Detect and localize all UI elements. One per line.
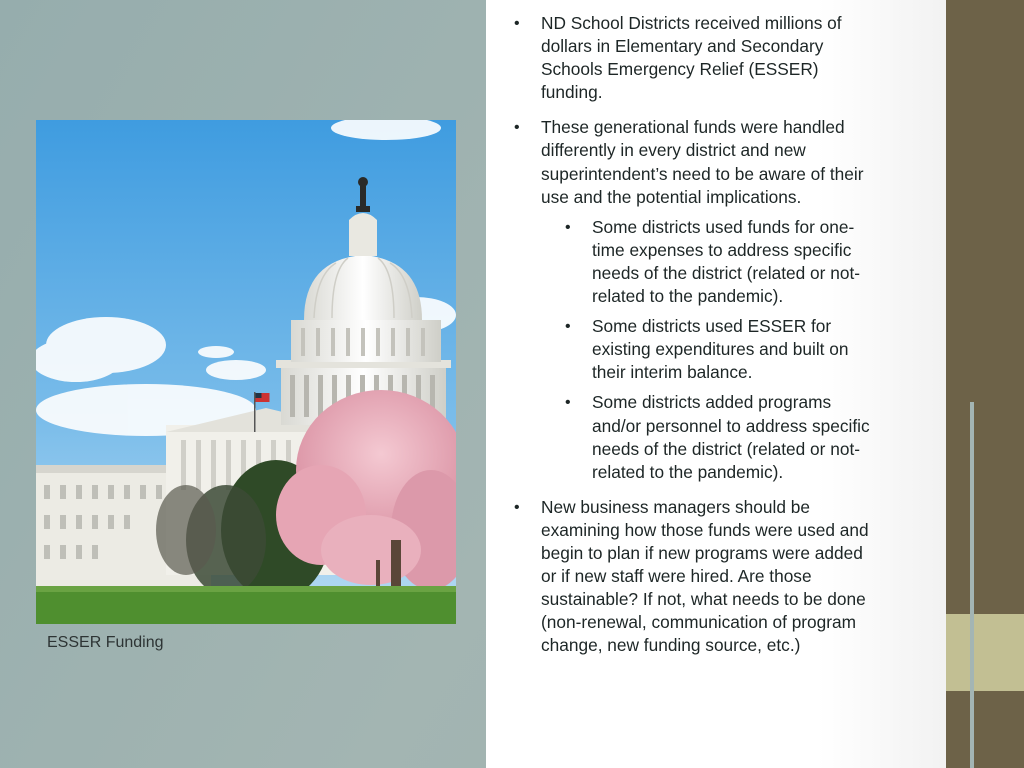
capitol-illustration xyxy=(36,120,456,624)
sub-bullet-text: Some districts used ESSER for existing expenditures and built on their interim balance. xyxy=(592,316,849,383)
bullet-text: ND School Districts received millions of dollars in Elementary and Secondary Schools Emergency Relief (ESSER) funding. xyxy=(541,13,842,103)
sub-bullet-item xyxy=(541,391,880,483)
sub-bullet-text: Some districts used funds for one-time expenses to address specific needs of the district (related or not-related to the pandemic). xyxy=(592,216,860,307)
decorative-line xyxy=(970,402,974,768)
capitol-photo xyxy=(36,120,456,624)
decorative-band xyxy=(946,614,1024,691)
sub-bullet-list xyxy=(541,216,880,484)
sub-bullet-item xyxy=(541,315,880,384)
sub-bullet-text: Some districts added programs and/or personnel to address specific needs of the district (related or not-related to the pandemic). xyxy=(592,392,870,482)
bullet-item xyxy=(508,496,880,658)
photo-caption: ESSER Funding xyxy=(47,634,164,651)
bullet-item xyxy=(508,116,880,483)
bullet-text: New business managers should be examining how those funds were used and begin to plan if new programs were added or if new staff were hired. Are those sustainable? If not, what needs to be done (non-renewal, communication of program change, new funding source, etc.) xyxy=(541,496,869,656)
bullet-list xyxy=(508,12,880,657)
bullet-text: These generational funds were handled differently in every district and new superintendent’s need to be aware of their use and the potential implications. xyxy=(541,117,864,207)
lawn xyxy=(36,590,456,624)
sub-bullet-item xyxy=(541,216,880,308)
bullet-item xyxy=(508,12,880,104)
